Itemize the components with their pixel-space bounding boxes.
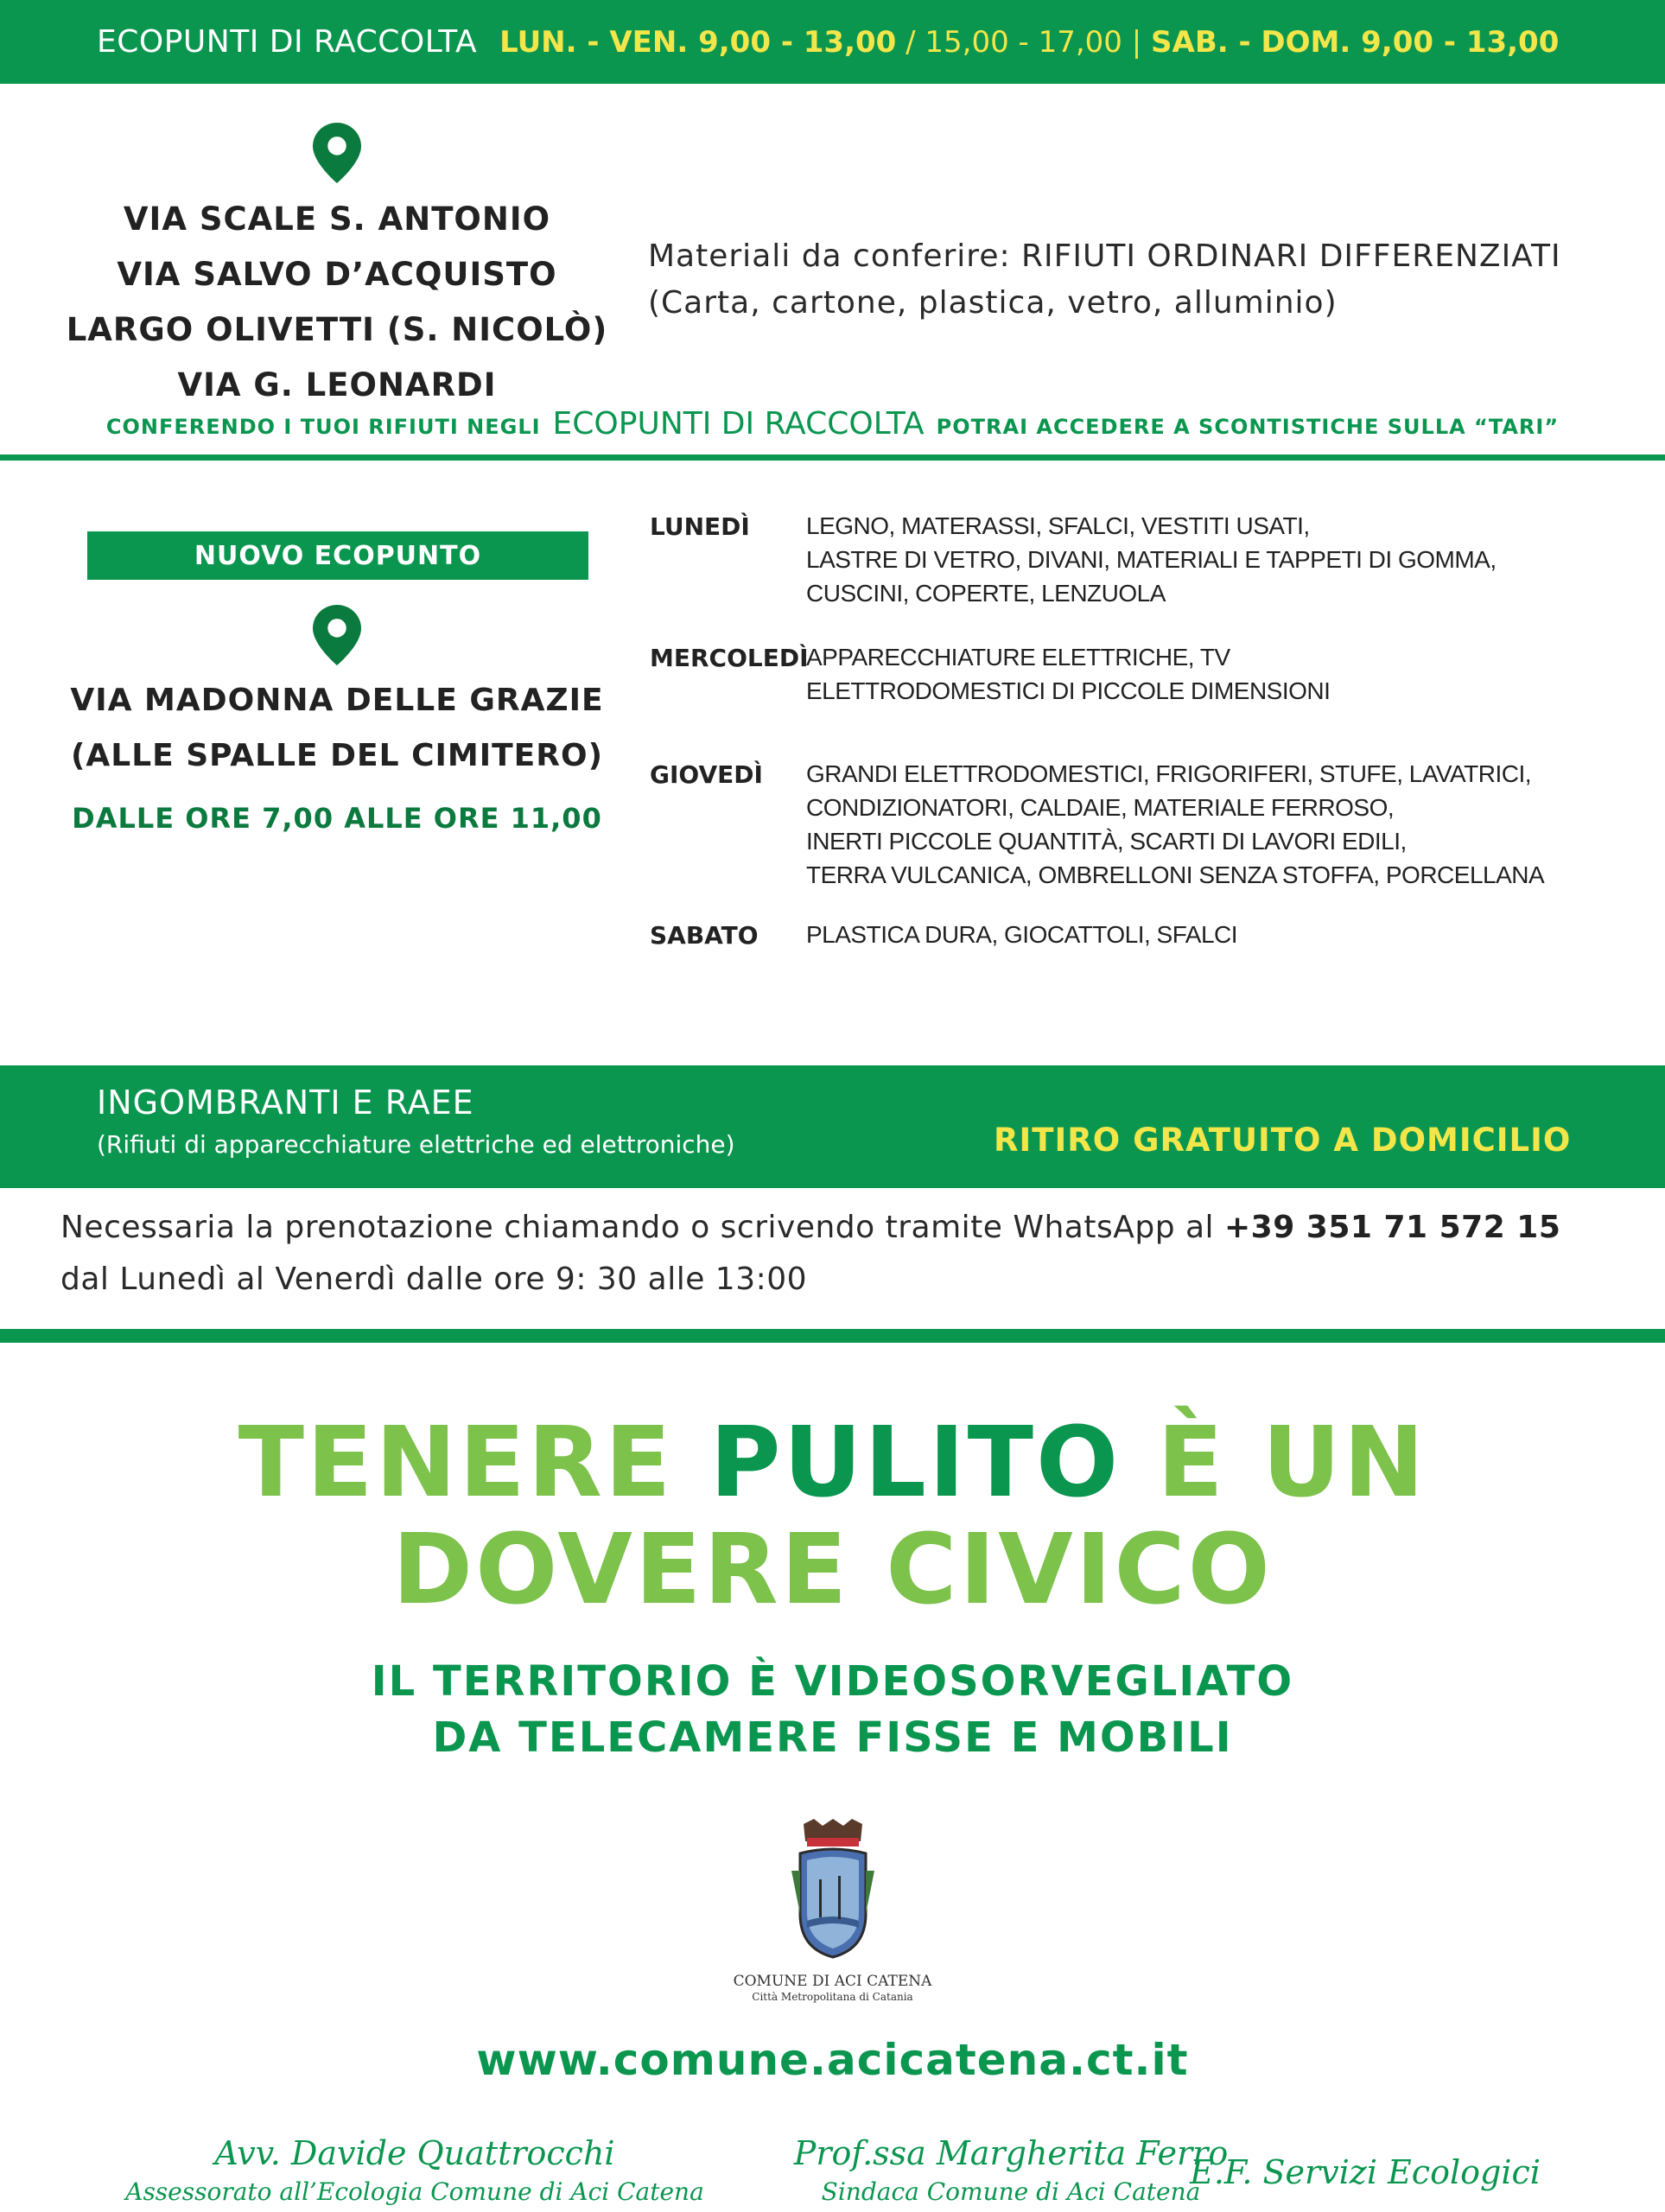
- materials-line-2: (Carta, cartone, plastica, vetro, alluminio): [648, 285, 1338, 321]
- schedule-day-wednesday: MERCOLEDÌ: [650, 644, 809, 672]
- signature-name-1: Avv. Davide Quattrocchi: [214, 2134, 615, 2172]
- location-pin-icon: [313, 605, 361, 665]
- tari-promo: [0, 406, 1665, 442]
- raee-title: INGOMBRANTI E RAEE: [97, 1084, 474, 1122]
- slogan-word-2: PULITO: [709, 1407, 1122, 1519]
- signature-name-2: Prof.ssa Margherita Ferro: [793, 2134, 1229, 2172]
- crest-name: COMUNE DI ACI CATENA: [733, 1973, 932, 1990]
- new-ecopoint-address-1: VIA MADONNA DELLE GRAZIE: [70, 683, 604, 718]
- schedule-line: LASTRE DI VETRO, DIVANI, MATERIALI E TAPPETI DI GOMMA,: [806, 546, 1497, 573]
- hours-afternoon: / 15,00 - 17,00 |: [896, 24, 1152, 60]
- schedule-day-saturday: SABATO: [650, 921, 759, 950]
- header-hours: [499, 25, 1559, 60]
- schedule-line: GRANDI ELETTRODOMESTICI, FRIGORIFERI, STUFE, LAVATRICI,: [806, 760, 1532, 787]
- schedule-items-wednesday: [806, 640, 1644, 708]
- booking-text: Necessaria la prenotazione chiamando o scrivendo tramite WhatsApp al: [60, 1210, 1224, 1245]
- raee-subtitle: (Rifiuti di apparecchiature elettriche ed elettroniche): [97, 1130, 735, 1159]
- new-ecopoint-address-2: (ALLE SPALLE DEL CIMITERO): [70, 738, 604, 773]
- schedule-line: CUSCINI, COPERTE, LENZUOLA: [806, 580, 1166, 607]
- address-1: VIA SCALE S. ANTONIO: [123, 200, 551, 238]
- schedule-line: INERTI PICCOLE QUANTITÀ, SCARTI DI LAVORI EDILI,: [806, 828, 1407, 855]
- schedule-line: TERRA VULCANICA, OMBRELLONI SENZA STOFFA, PORCELLANA: [806, 861, 1545, 888]
- materials-line-1: Materiali da conferire: RIFIUTI ORDINARI DIFFERENZIATI: [648, 238, 1561, 274]
- address-4: VIA G. LEONARDI: [177, 366, 497, 404]
- slogan-word-1: TENERE: [238, 1407, 710, 1519]
- schedule-items-saturday: [806, 918, 1644, 951]
- slogan-line-1: [0, 1407, 1665, 1519]
- address-2: VIA SALVO D’ACQUISTO: [117, 256, 557, 293]
- hours-weekend: SAB. - DOM. 9,00 - 13,00: [1151, 24, 1560, 60]
- schedule-items-monday: [806, 509, 1644, 610]
- crest-sub: Città Metropolitana di Catania: [752, 1991, 913, 2003]
- location-pin-icon: [313, 123, 361, 183]
- schedule-line: ELETTRODOMESTICI DI PICCOLE DIMENSIONI: [806, 677, 1331, 704]
- materials-info: [648, 233, 1642, 327]
- free-pickup-label: RITIRO GRATUITO A DOMICILIO: [994, 1122, 1572, 1159]
- schedule-line: LEGNO, MATERASSI, SFALCI, VESTITI USATI,: [806, 512, 1310, 539]
- signature-name-3: E.F. Servizi Ecologici: [1190, 2153, 1541, 2191]
- slogan-word-3: È UN: [1121, 1407, 1427, 1519]
- signature-role-1: Assessorato all’Ecologia Comune di Aci Catena: [125, 2177, 704, 2206]
- booking-line-2: dal Lunedì al Venerdì dalle ore 9: 30 alle 13:00: [60, 1262, 808, 1297]
- promo-part-2: ECOPUNTI DI RACCOLTA: [552, 406, 925, 442]
- promo-part-3: POTRAI ACCEDERE A SCONTISTICHE SULLA “TARI”: [936, 415, 1560, 439]
- schedule-day-monday: LUNEDÌ: [650, 512, 750, 541]
- crest-icon: [788, 1819, 878, 1962]
- schedule-day-thursday: GIOVEDÌ: [650, 760, 763, 789]
- header-title: ECOPUNTI DI RACCOLTA: [97, 24, 478, 60]
- schedule-line: CONDIZIONATORI, CALDAIE, MATERIALE FERROSO,: [806, 794, 1395, 821]
- schedule-line: APPARECCHIATURE ELETTRICHE, TV: [806, 644, 1230, 671]
- divider: [0, 454, 1665, 461]
- promo-part-1: CONFERENDO I TUOI RIFIUTI NEGLI: [105, 415, 541, 439]
- address-3: LARGO OLIVETTI (S. NICOLÒ): [66, 311, 608, 348]
- surveillance-line-1: IL TERRITORIO È VIDEOSORVEGLIATO: [371, 1657, 1294, 1706]
- signature-role-2: Sindaca Comune di Aci Catena: [821, 2177, 1201, 2206]
- surveillance-line-2: DA TELECAMERE FISSE E MOBILI: [432, 1713, 1233, 1762]
- schedule-items-thursday: [806, 757, 1644, 892]
- new-ecopoint-hours: DALLE ORE 7,00 ALLE ORE 11,00: [72, 802, 602, 835]
- header-bar: [0, 0, 1665, 84]
- new-ecopoint-label: NUOVO ECOPUNTO: [87, 531, 588, 580]
- website-link[interactable]: www.comune.acicatena.ct.it: [476, 2035, 1189, 2085]
- booking-line-1: [60, 1210, 1560, 1245]
- slogan-line-2: DOVERE CIVICO: [392, 1514, 1273, 1626]
- phone-number[interactable]: +39 351 71 572 15: [1224, 1210, 1561, 1245]
- schedule-line: PLASTICA DURA, GIOCATTOLI, SFALCI: [806, 921, 1238, 948]
- hours-weekday: LUN. - VEN. 9,00 - 13,00: [499, 24, 897, 60]
- divider: [0, 1329, 1665, 1343]
